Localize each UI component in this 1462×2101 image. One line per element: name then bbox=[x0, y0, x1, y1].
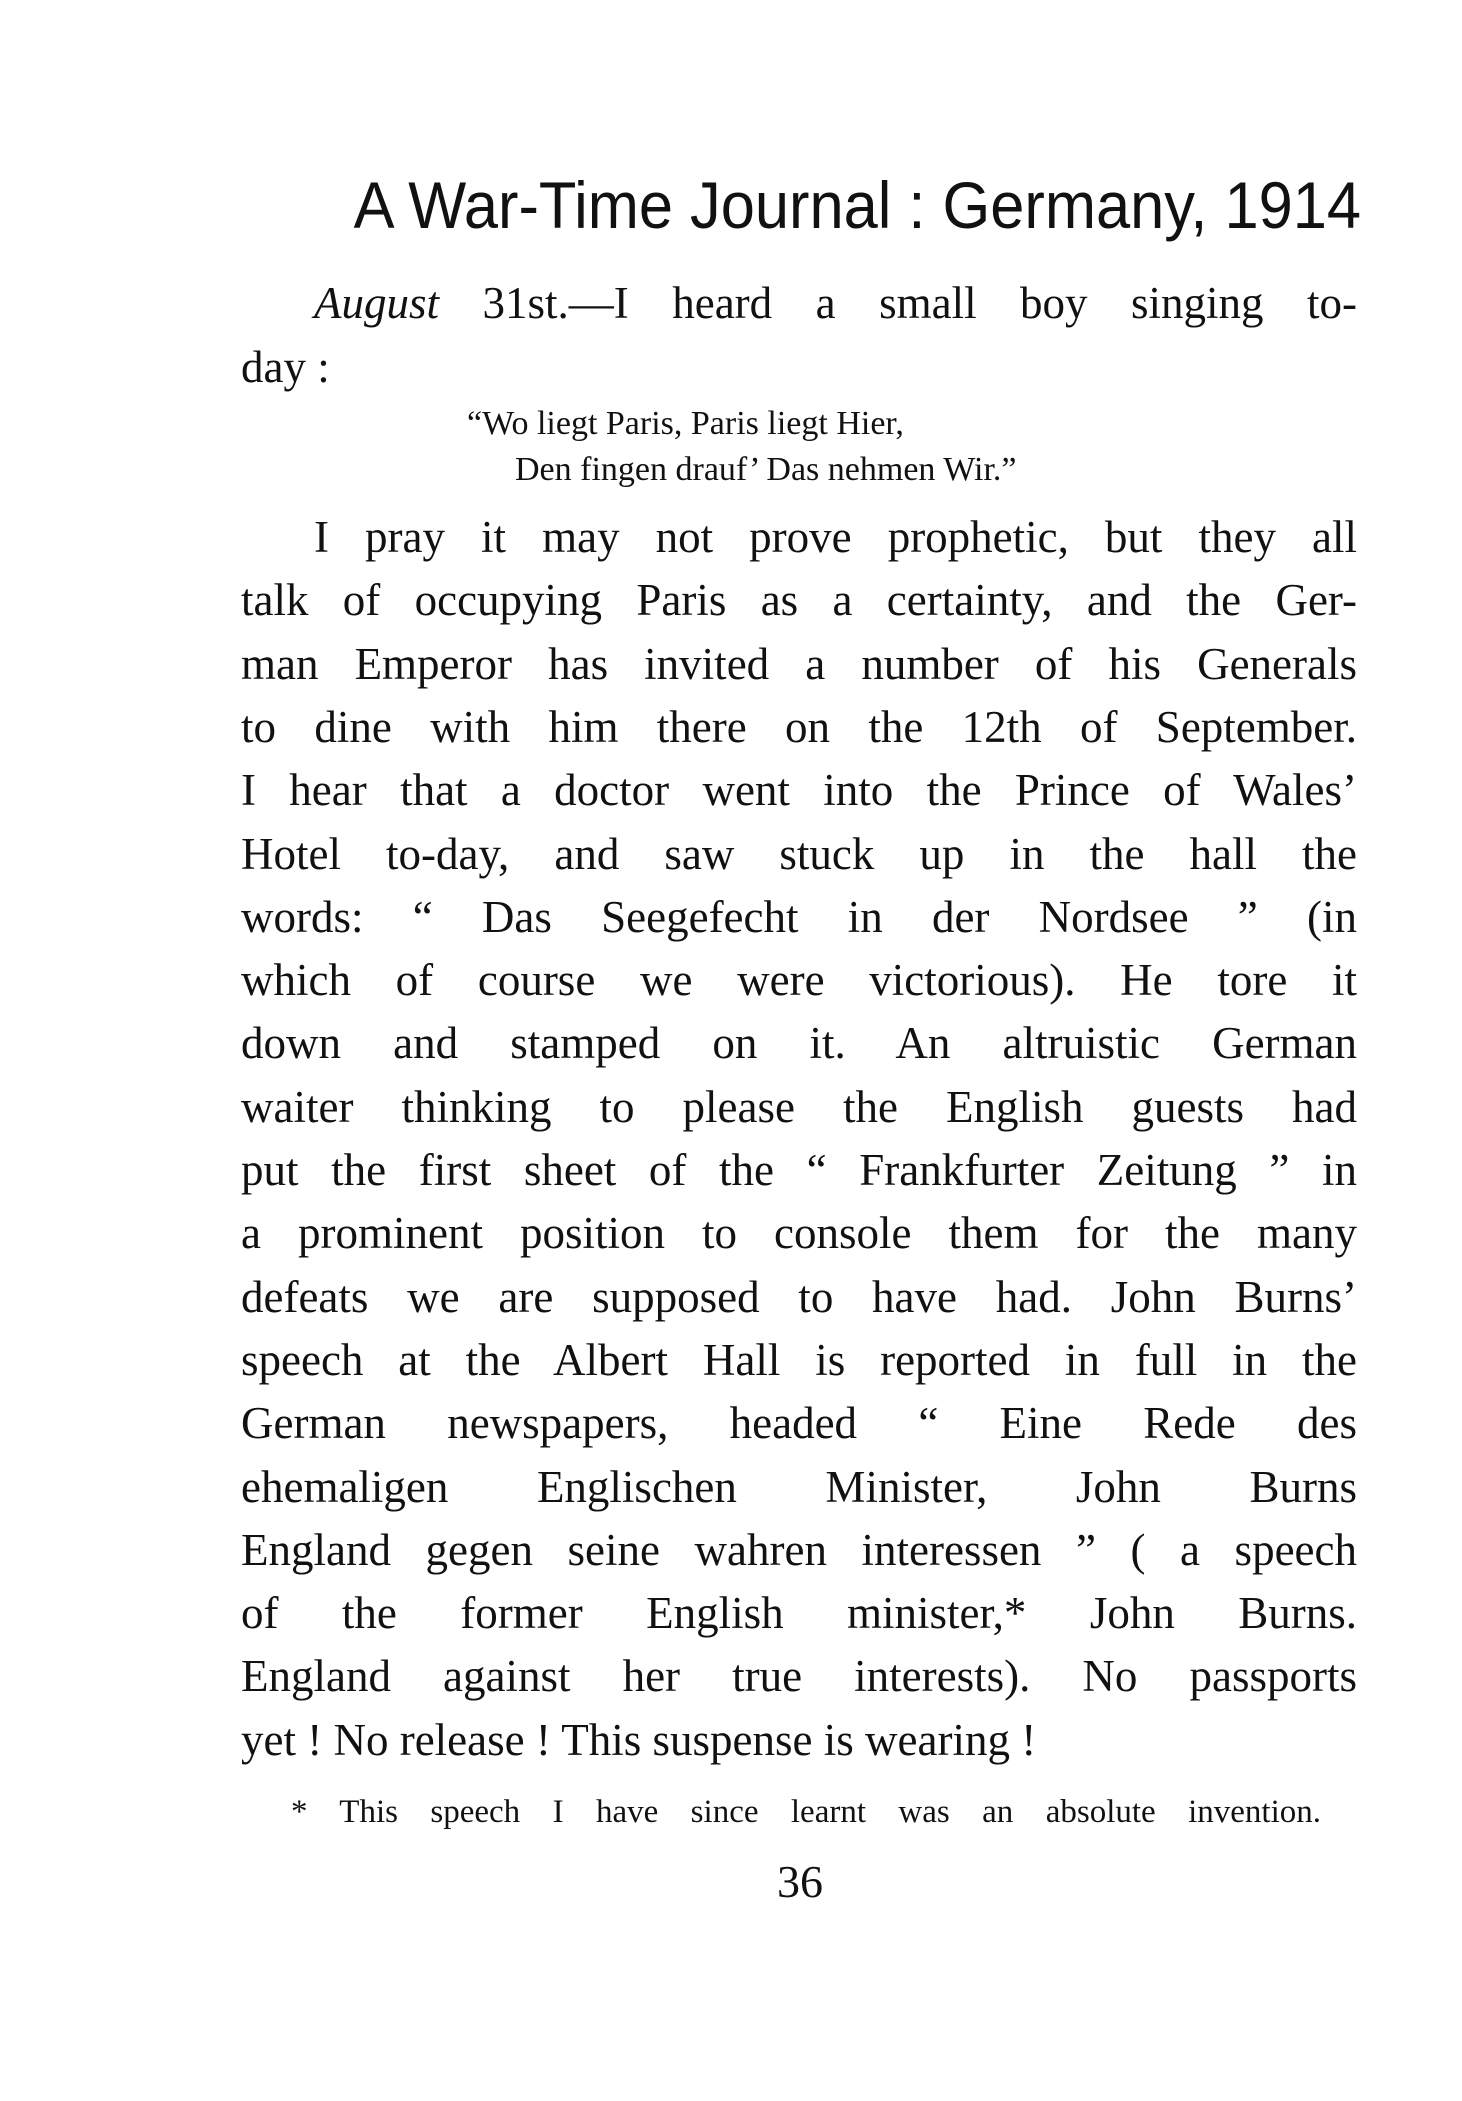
paragraph-line: I hear that a doctor went into the Prince of Wales’ bbox=[241, 765, 1357, 816]
entry-text: —I heard a small boy singing to- bbox=[568, 278, 1358, 328]
paragraph-line: England gegen seine wahren interessen ” ( a speech bbox=[241, 1524, 1357, 1575]
paragraph-line: I pray it may not prove prophetic, but they all bbox=[314, 512, 1357, 562]
paragraph-line: ehemaligen Englischen Minister, John Burns bbox=[241, 1461, 1357, 1512]
entry-date-day: 31st. bbox=[439, 278, 569, 328]
page-number: 36 bbox=[777, 1856, 823, 1907]
paragraph-line: down and stamped on it. An altruistic German bbox=[241, 1018, 1357, 1069]
entry-second-line: day : bbox=[241, 342, 330, 392]
paragraph-line: defeats we are supposed to have had. John Burns’ bbox=[241, 1271, 1357, 1322]
paragraph-line: England against her true interests). No passports bbox=[241, 1651, 1357, 1702]
entry-date-month: August bbox=[314, 278, 440, 328]
footnote: * This speech I have since learnt was an absolute invention. bbox=[291, 1794, 1321, 1830]
paragraph-line: a prominent position to console them for the many bbox=[241, 1208, 1357, 1259]
entry-first-line bbox=[314, 271, 1357, 335]
song-line-2: Den fingen drauf’ Das nehmen Wir.” bbox=[515, 451, 1017, 488]
paragraph-line: talk of occupying Paris as a certainty, and the Ger- bbox=[241, 575, 1357, 626]
paragraph-line: words: “ Das Seegefecht in der Nordsee ” (in bbox=[241, 891, 1357, 942]
paragraph-line: put the first sheet of the “ Frankfurter Zeitung ” in bbox=[241, 1145, 1357, 1195]
paragraph-line: man Emperor has invited a number of his Generals bbox=[241, 638, 1357, 689]
paragraph-line: Hotel to-day, and saw stuck up in the hall the bbox=[241, 828, 1357, 879]
song-line-1: “Wo liegt Paris, Paris liegt Hier, bbox=[467, 405, 904, 442]
page-title: A War-Time Journal : Germany, 1914 bbox=[353, 168, 1362, 242]
paragraph-line: of the former English minister,* John Burns. bbox=[241, 1588, 1357, 1639]
paragraph-line: speech at the Albert Hall is reported in full in the bbox=[241, 1334, 1357, 1385]
paragraph-line: to dine with him there on the 12th of September. bbox=[241, 701, 1357, 752]
paragraph-line: German newspapers, headed “ Eine Rede des bbox=[241, 1398, 1357, 1449]
paragraph-line: which of course we were victorious). He tore it bbox=[241, 955, 1357, 1006]
paragraph-line: yet ! No release ! This suspense is wearing ! bbox=[241, 1714, 1037, 1765]
paragraph-line: waiter thinking to please the English guests had bbox=[241, 1081, 1357, 1132]
